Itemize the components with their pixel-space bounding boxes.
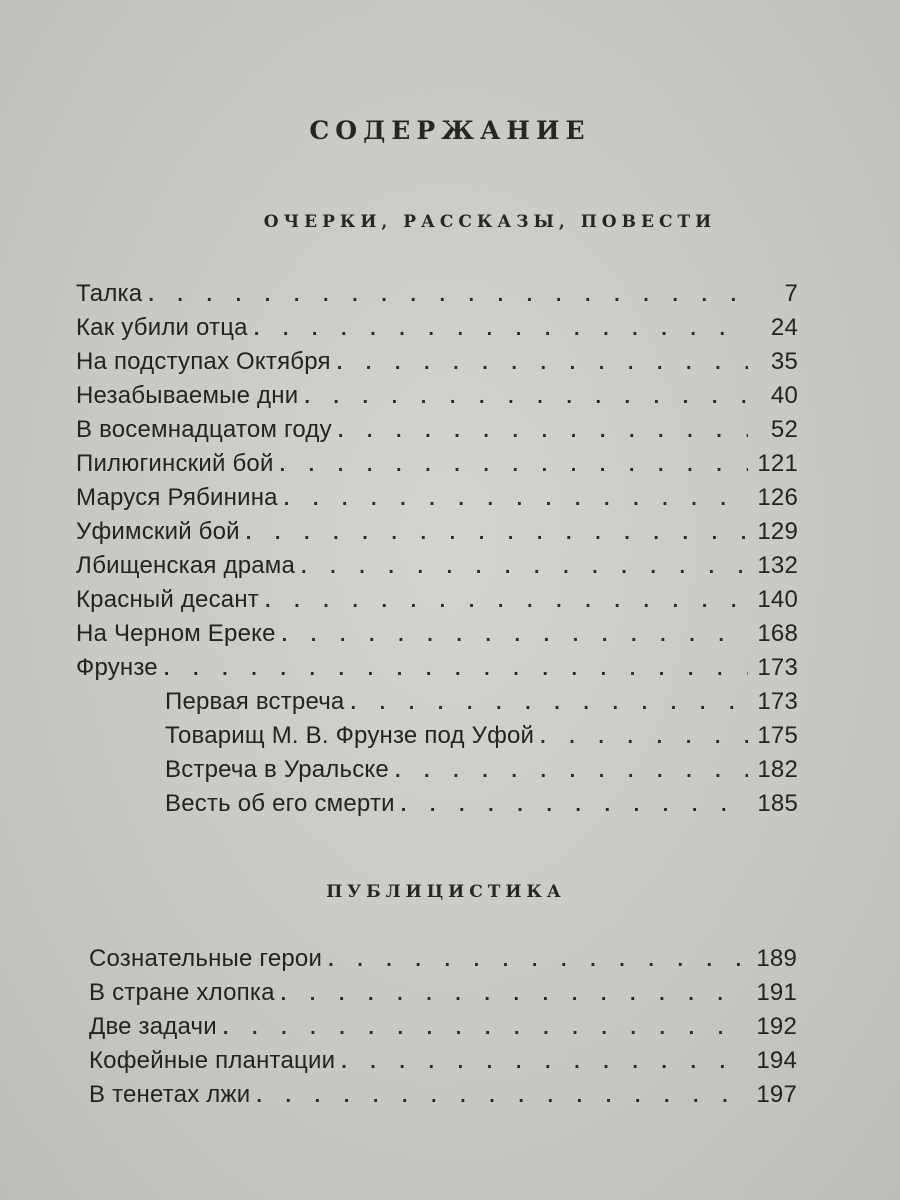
toc-page-number: 121 xyxy=(757,450,798,477)
toc-page-number: 140 xyxy=(757,586,798,613)
section-heading: ОЧЕРКИ, РАССКАЗЫ, ПОВЕСТИ xyxy=(263,212,717,232)
toc-entry-title: Товарищ М. В. Фрунзе под Уфой xyxy=(165,722,535,749)
toc-page-number: 129 xyxy=(757,518,798,545)
dot-leader xyxy=(256,1085,747,1108)
toc-entry-title: Сознательные герои xyxy=(89,945,323,972)
toc-entry xyxy=(76,348,798,382)
dot-leader xyxy=(280,454,748,477)
toc-entry xyxy=(76,450,798,484)
toc-page-number: 24 xyxy=(770,314,798,341)
toc-entry-title: Как убили отца xyxy=(76,314,248,341)
toc-entry-title: На Черном Ереке xyxy=(76,620,276,647)
dot-leader xyxy=(338,420,748,443)
dot-leader xyxy=(337,352,748,375)
toc-page-number: 173 xyxy=(757,688,798,715)
toc-page-number: 7 xyxy=(784,280,798,307)
toc-page-number: 40 xyxy=(770,382,798,409)
dot-leader xyxy=(301,556,748,579)
toc-entry-title: Незабываемые дни xyxy=(76,382,299,409)
toc-entry-title: Маруся Рябинина xyxy=(76,484,278,511)
toc-entry-title: Первая встреча xyxy=(165,688,345,715)
toc-list xyxy=(76,280,798,824)
toc-page-number: 194 xyxy=(756,1047,797,1074)
toc-page-number: 197 xyxy=(756,1081,797,1108)
dot-leader xyxy=(395,760,748,783)
toc-entry xyxy=(89,1047,797,1081)
toc-page-number: 126 xyxy=(757,484,798,511)
toc-page-number: 175 xyxy=(757,722,798,749)
toc-entry-title: В тенетах лжи xyxy=(89,1081,251,1108)
toc-list xyxy=(89,945,797,1115)
toc-subentry xyxy=(76,688,798,722)
toc-entry xyxy=(76,314,798,348)
dot-leader xyxy=(281,983,747,1006)
toc-entry-title: Весть об его смерти xyxy=(165,790,395,817)
dot-leader xyxy=(148,284,748,307)
toc-entry-title: Уфимский бой xyxy=(76,518,240,545)
dot-leader xyxy=(328,949,747,972)
toc-page-number: 185 xyxy=(757,790,798,817)
toc-entry xyxy=(76,654,798,688)
dot-leader xyxy=(341,1051,747,1074)
toc-page-number: 35 xyxy=(770,348,798,375)
toc-entry-title: Красный десант xyxy=(76,586,259,613)
toc-page-number: 52 xyxy=(770,416,798,443)
toc-page-number: 189 xyxy=(756,945,797,972)
toc-entry-title: Две задачи xyxy=(89,1013,217,1040)
dot-leader xyxy=(223,1017,747,1040)
section-heading: ПУБЛИЦИСТИКА xyxy=(326,882,566,902)
toc-entry xyxy=(76,552,798,586)
toc-subentry xyxy=(76,722,798,756)
dot-leader xyxy=(401,794,748,817)
toc-entry xyxy=(76,518,798,552)
toc-entry-title: Талка xyxy=(76,280,143,307)
toc-page-number: 132 xyxy=(757,552,798,579)
toc-entry xyxy=(76,382,798,416)
dot-leader xyxy=(540,726,748,749)
dot-leader xyxy=(350,692,748,715)
dot-leader xyxy=(164,658,748,681)
toc-entry xyxy=(76,586,798,620)
toc-entry-title: В стране хлопка xyxy=(89,979,275,1006)
toc-subentry xyxy=(76,790,798,824)
toc-entry xyxy=(89,1013,797,1047)
toc-entry-title: В восемнадцатом году xyxy=(76,416,332,443)
dot-leader xyxy=(304,386,748,409)
toc-entry xyxy=(76,416,798,450)
toc-page-number: 192 xyxy=(756,1013,797,1040)
toc-page-number: 182 xyxy=(757,756,798,783)
toc-entry xyxy=(89,945,797,979)
toc-entry-title: Лбищенская драма xyxy=(76,552,296,579)
toc-subentry xyxy=(76,756,798,790)
toc-page-number: 191 xyxy=(756,979,797,1006)
toc-entry xyxy=(76,620,798,654)
toc-page-number: 173 xyxy=(757,654,798,681)
toc-entry-title: Пилюгинский бой xyxy=(76,450,274,477)
toc-entry-title: Встреча в Уральске xyxy=(165,756,389,783)
toc-entry xyxy=(89,1081,797,1115)
dot-leader xyxy=(284,488,748,511)
toc-entry xyxy=(76,484,798,518)
toc-entry-title: Кофейные плантации xyxy=(89,1047,336,1074)
toc-entry-title: Фрунзе xyxy=(76,654,158,681)
dot-leader xyxy=(246,522,748,545)
toc-entry xyxy=(89,979,797,1013)
toc-entry-title: На подступах Октября xyxy=(76,348,331,375)
dot-leader xyxy=(265,590,748,613)
toc-entry xyxy=(76,280,798,314)
dot-leader xyxy=(254,318,748,341)
toc-page-number: 168 xyxy=(757,620,798,647)
page-title: СОДЕРЖАНИЕ xyxy=(309,116,591,145)
dot-leader xyxy=(282,624,748,647)
